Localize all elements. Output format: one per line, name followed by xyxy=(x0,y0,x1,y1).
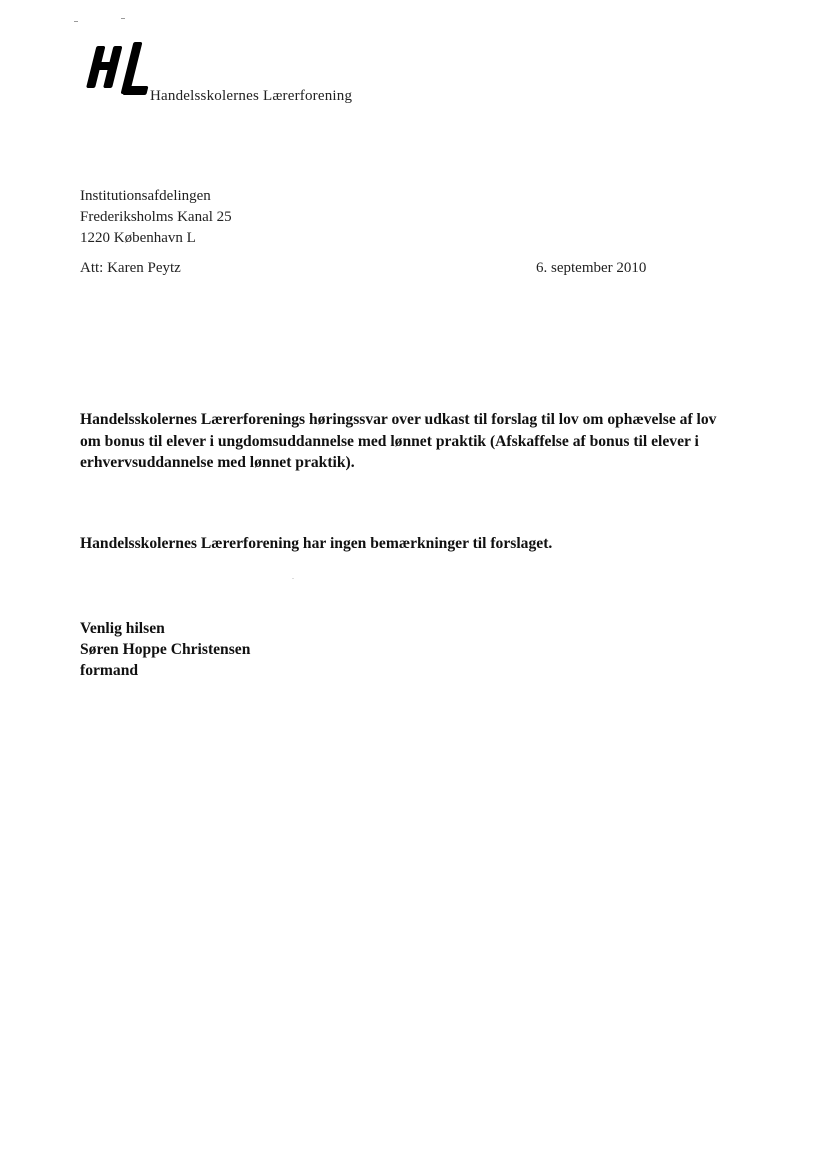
letterhead-logo xyxy=(84,40,384,102)
signoff-greeting: Venlig hilsen xyxy=(80,620,165,637)
organization-name: Handelsskolernes Lærerforening xyxy=(150,88,353,104)
scan-speck xyxy=(292,578,294,579)
scan-speck xyxy=(74,21,78,22)
signoff-title: formand xyxy=(80,662,139,679)
signoff xyxy=(80,618,250,681)
letter-body: Handelsskolernes Lærerforening har ingen bemærkninger til forslaget. xyxy=(80,535,553,552)
recipient-address xyxy=(80,186,232,249)
scan-speck xyxy=(121,18,125,19)
recipient-city: 1220 København L xyxy=(80,230,196,246)
hl-logo-mark xyxy=(84,40,154,102)
signoff-name: Søren Hoppe Christensen xyxy=(80,641,251,658)
recipient-department: Institutionsafdelingen xyxy=(80,188,211,204)
letter-subject: Handelsskolernes Lærerforenings høringssvar over udkast til forslag til lov om ophævelse af lov om bonus til elever i ungdomsuddannelse med lønnet praktik (Afskaffelse af bonus til elever i erhvervsuddannelse med lønnet praktik). xyxy=(80,411,717,471)
recipient-street: Frederiksholms Kanal 25 xyxy=(80,209,232,225)
letter-date: 6. september 2010 xyxy=(536,260,647,276)
attention-line: Att: Karen Peytz xyxy=(80,260,181,276)
